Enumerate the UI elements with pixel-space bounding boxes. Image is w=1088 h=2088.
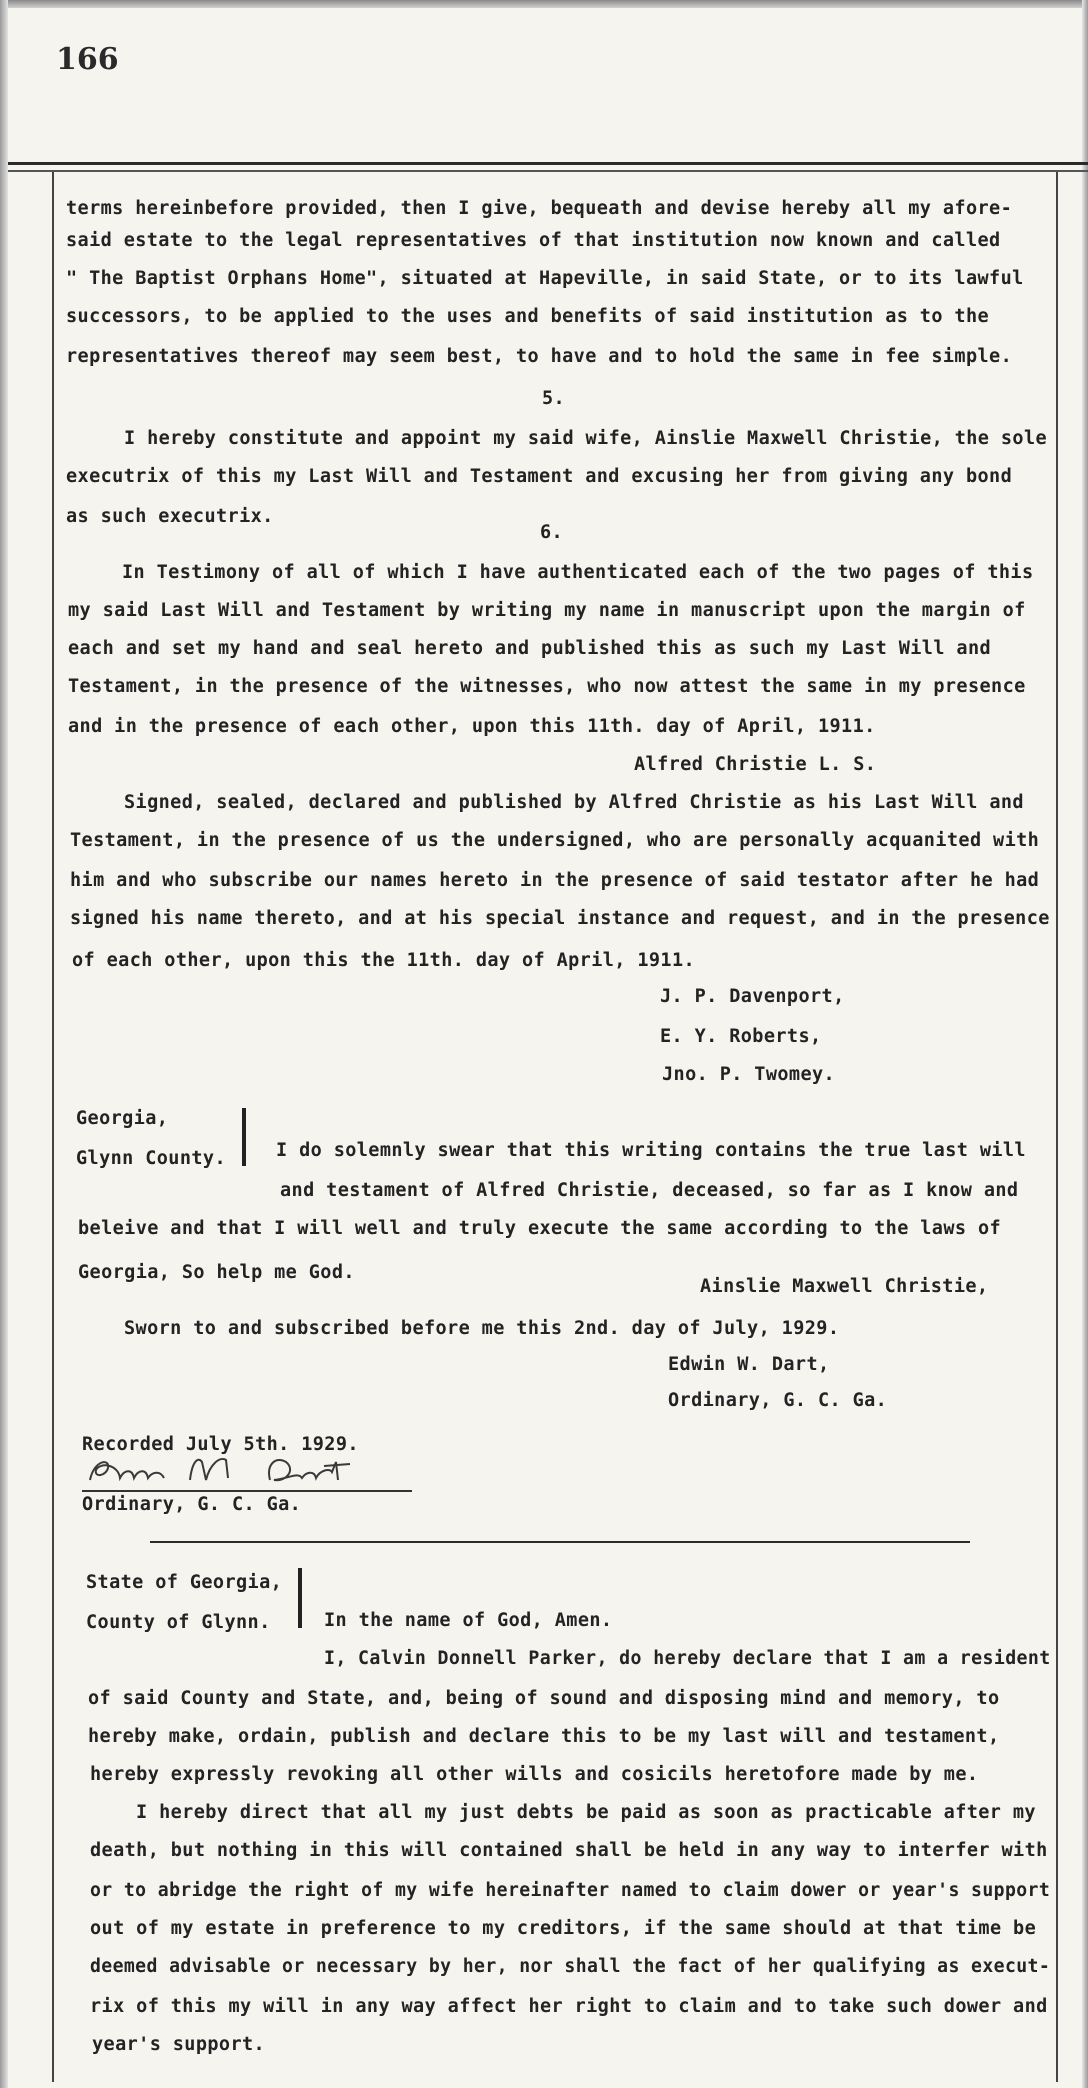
text-line: I, Calvin Donnell Parker, do hereby declare that I am a resident xyxy=(324,1648,1051,1669)
page-left-edge xyxy=(0,0,8,2088)
handwritten-signature xyxy=(80,1450,410,1490)
venue-county: County of Glynn. xyxy=(86,1612,271,1633)
page-right-edge xyxy=(1082,0,1088,2088)
text-line: representatives thereof may seem best, to have and to hold the same in fee simple. xyxy=(66,346,1013,367)
page-number: 166 xyxy=(56,42,119,77)
venue-brace xyxy=(298,1568,302,1628)
witness-name: J. P. Davenport, xyxy=(660,986,845,1007)
text-line: or to abridge the right of my wife hereinafter named to claim dower or year's support xyxy=(90,1880,1051,1901)
text-line: successors, to be applied to the uses and benefits of said institution as to the xyxy=(66,306,990,327)
text-line: rix of this my will in any way affect her right to claim and to take such dower and xyxy=(90,1996,1048,2017)
executrix-signature: Ainslie Maxwell Christie, xyxy=(700,1276,989,1297)
section-separator xyxy=(150,1541,970,1543)
recorded-date: Recorded July 5th. 1929. xyxy=(82,1434,359,1455)
text-line: year's support. xyxy=(92,2034,266,2055)
header-rule xyxy=(8,162,1088,165)
header-rule-secondary xyxy=(8,170,1088,172)
text-line: said estate to the legal representatives of that institution now known and called xyxy=(66,230,1001,251)
text-line: of said County and State, and, being of sound and disposing mind and memory, to xyxy=(88,1688,1000,1709)
venue-state: State of Georgia, xyxy=(86,1572,283,1593)
text-line: and testament of Alfred Christie, deceased, so far as I know and xyxy=(280,1180,1019,1201)
text-line: In Testimony of all of which I have authenticated each of the two pages of this xyxy=(122,562,1034,583)
invocation: In the name of God, Amen. xyxy=(324,1610,613,1631)
text-line: deemed advisable or necessary by her, nor shall the fact of her qualifying as execut- xyxy=(90,1956,1051,1977)
text-line: of each other, upon this the 11th. day of April, 1911. xyxy=(72,950,696,971)
text-line: out of my estate in preference to my creditors, if the same should at that time be xyxy=(90,1918,1037,1939)
venue-county: Glynn County. xyxy=(76,1148,226,1169)
text-line: Sworn to and subscribed before me this 2nd. day of July, 1929. xyxy=(124,1318,840,1339)
text-line: hereby expressly revoking all other wills and cosicils heretofore made by me. xyxy=(90,1764,979,1785)
text-line: I hereby constitute and appoint my said wife, Ainslie Maxwell Christie, the sole xyxy=(124,428,1048,449)
ordinary-name: Edwin W. Dart, xyxy=(668,1354,830,1375)
right-margin-rule xyxy=(1056,172,1058,2082)
recorded-ordinary: Ordinary, G. C. Ga. xyxy=(82,1494,302,1515)
text-line: and in the presence of each other, upon this 11th. day of April, 1911. xyxy=(68,716,876,737)
venue-brace xyxy=(242,1108,246,1166)
text-line: Testament, in the presence of the witnesses, who now attest the same in my presence xyxy=(68,676,1026,697)
text-line: him and who subscribe our names hereto in the presence of said testator after he had xyxy=(70,870,1040,891)
section-number: 5. xyxy=(542,388,566,409)
text-line: Georgia, So help me God. xyxy=(78,1262,355,1283)
text-line: as such executrix. xyxy=(66,506,274,527)
ordinary-title: Ordinary, G. C. Ga. xyxy=(668,1390,888,1411)
text-line: terms hereinbefore provided, then I give, bequeath and devise hereby all my afore- xyxy=(66,198,1013,219)
left-margin-rule xyxy=(52,172,54,2082)
section-number: 6. xyxy=(540,522,564,543)
text-line: I do solemnly swear that this writing contains the true last will xyxy=(276,1140,1026,1161)
witness-name: E. Y. Roberts, xyxy=(660,1026,822,1047)
text-line: Testament, in the presence of us the undersigned, who are personally acquanited with xyxy=(70,830,1040,851)
venue-state: Georgia, xyxy=(76,1108,169,1129)
text-line: executrix of this my Last Will and Testament and excusing her from giving any bond xyxy=(66,466,1013,487)
signature-line xyxy=(82,1490,412,1492)
text-line: " The Baptist Orphans Home", situated at Hapeville, in said State, or to its lawful xyxy=(66,268,1024,289)
text-line: beleive and that I will well and truly execute the same according to the laws of xyxy=(78,1218,1002,1239)
text-line: Signed, sealed, declared and published by Alfred Christie as his Last Will and xyxy=(124,792,1024,813)
witness-name: Jno. P. Twomey. xyxy=(662,1064,836,1085)
page-top-edge xyxy=(0,0,1088,8)
text-line: signed his name thereto, and at his special instance and request, and in the presence xyxy=(70,908,1050,929)
text-line: death, but nothing in this will contained shall be held in any way to interfer with xyxy=(90,1840,1048,1861)
text-line: each and set my hand and seal hereto and published this as such my Last Will and xyxy=(68,638,992,659)
testator-signature: Alfred Christie L. S. xyxy=(634,754,877,775)
text-line: hereby make, ordain, publish and declare this to be my last will and testament, xyxy=(88,1726,1000,1747)
handwritten-signature-mark xyxy=(80,1450,410,1490)
text-line: my said Last Will and Testament by writing my name in manuscript upon the margin of xyxy=(68,600,1026,621)
text-line: I hereby direct that all my just debts be paid as soon as practicable after my xyxy=(136,1802,1036,1823)
